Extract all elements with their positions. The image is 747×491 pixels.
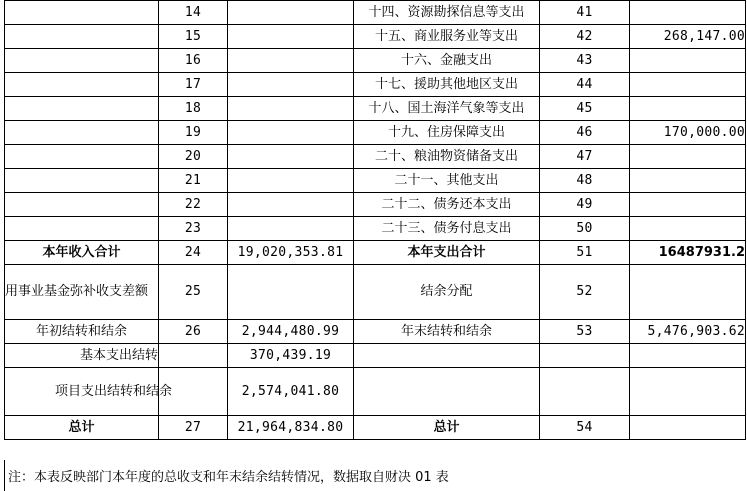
expense-item-label: 十六、金融支出	[354, 49, 540, 73]
line-number: 54	[540, 416, 630, 440]
line-number: 49	[540, 193, 630, 217]
expense-rows	[5, 1, 746, 241]
empty-cell	[228, 97, 354, 121]
line-number: 52	[540, 265, 630, 320]
empty-cell	[5, 169, 159, 193]
grand-total-amount: 21,964,834.80	[228, 416, 354, 440]
project-carry-amount: 2,574,041.80	[228, 368, 354, 416]
line-number: 42	[540, 25, 630, 49]
empty-cell	[228, 25, 354, 49]
empty-cell	[5, 25, 159, 49]
expense-item-label: 二十三、债务付息支出	[354, 217, 540, 241]
empty-cell	[228, 73, 354, 97]
carryover-label: 年初结转和结余	[5, 320, 159, 344]
table-row	[5, 217, 746, 241]
line-number: 46	[540, 121, 630, 145]
table-row-project-carry	[5, 368, 746, 416]
empty-cell	[540, 368, 630, 416]
line-number: 44	[540, 73, 630, 97]
expense-item-amount	[630, 73, 746, 97]
expense-item-label: 二十、粮油物资储备支出	[354, 145, 540, 169]
line-number: 53	[540, 320, 630, 344]
row-number: 23	[159, 217, 228, 241]
empty-cell	[5, 73, 159, 97]
income-total-amount: 19,020,353.81	[228, 241, 354, 265]
table-row	[5, 193, 746, 217]
table-row-fund-offset	[5, 265, 746, 320]
table-row	[5, 169, 746, 193]
income-total-label: 本年收入合计	[5, 241, 159, 265]
table-row	[5, 1, 746, 25]
year-end-carryover-label: 年末结转和结余	[354, 320, 540, 344]
line-number: 50	[540, 217, 630, 241]
empty-cell	[630, 368, 746, 416]
table-row	[5, 97, 746, 121]
row-number: 15	[159, 25, 228, 49]
expense-item-label: 二十一、其他支出	[354, 169, 540, 193]
line-number: 51	[540, 241, 630, 265]
left-border	[4, 460, 5, 491]
empty-cell	[228, 49, 354, 73]
line-number: 48	[540, 169, 630, 193]
empty-cell	[5, 49, 159, 73]
empty-cell	[5, 121, 159, 145]
expense-item-amount	[630, 1, 746, 25]
row-number: 21	[159, 169, 228, 193]
empty-cell	[5, 145, 159, 169]
expense-item-amount	[630, 193, 746, 217]
table-note: 注：本表反映部门本年度的总收支和年末结余结转情况，数据取自财决 01 表	[8, 470, 449, 485]
expense-item-label: 十九、住房保障支出	[354, 121, 540, 145]
empty-cell	[228, 145, 354, 169]
line-number: 45	[540, 97, 630, 121]
empty-cell	[5, 97, 159, 121]
expense-item-amount	[630, 145, 746, 169]
empty-cell	[159, 344, 228, 368]
empty-cell	[354, 344, 540, 368]
row-number: 16	[159, 49, 228, 73]
row-number: 26	[159, 320, 228, 344]
empty-cell	[630, 416, 746, 440]
empty-cell	[228, 193, 354, 217]
expense-item-amount: 268,147.00	[630, 25, 746, 49]
table-row	[5, 145, 746, 169]
empty-cell	[228, 217, 354, 241]
expense-item-amount	[630, 217, 746, 241]
grand-total-expense-label: 总计	[354, 416, 540, 440]
row-number: 17	[159, 73, 228, 97]
empty-cell	[228, 121, 354, 145]
empty-cell	[228, 1, 354, 25]
expense-item-label: 二十二、债务还本支出	[354, 193, 540, 217]
expense-total-amount: 16487931.2	[630, 241, 746, 265]
row-number: 25	[159, 265, 228, 320]
empty-cell	[5, 193, 159, 217]
row-number: 20	[159, 145, 228, 169]
line-number: 43	[540, 49, 630, 73]
empty-cell	[630, 344, 746, 368]
row-number: 14	[159, 1, 228, 25]
expense-item-label: 十七、援助其他地区支出	[354, 73, 540, 97]
table-row-income-total	[5, 241, 746, 265]
carryover-amount: 2,944,480.99	[228, 320, 354, 344]
expense-total-label: 本年支出合计	[354, 241, 540, 265]
expense-item-amount	[630, 49, 746, 73]
fund-offset-label: 用事业基金弥补收支差额	[5, 265, 159, 320]
basic-carry-amount: 370,439.19	[228, 344, 354, 368]
row-number: 18	[159, 97, 228, 121]
table-row	[5, 121, 746, 145]
expense-item-amount: 170,000.00	[630, 121, 746, 145]
expense-item-label: 十四、资源勘探信息等支出	[354, 1, 540, 25]
row-number: 19	[159, 121, 228, 145]
expense-item-label: 十五、商业服务业等支出	[354, 25, 540, 49]
year-end-carryover-amount: 5,476,903.62	[630, 320, 746, 344]
table-row	[5, 73, 746, 97]
table-row	[5, 25, 746, 49]
grand-total-label: 总计	[5, 416, 159, 440]
expense-item-label: 十八、国土海洋气象等支出	[354, 97, 540, 121]
line-number: 41	[540, 1, 630, 25]
table-row	[5, 49, 746, 73]
line-number: 47	[540, 145, 630, 169]
empty-cell	[354, 368, 540, 416]
row-number: 22	[159, 193, 228, 217]
project-carry-label: 项目支出结转和结余	[5, 368, 159, 416]
table-row-carryover	[5, 320, 746, 344]
empty-cell	[5, 1, 159, 25]
table-row-grand-total	[5, 416, 746, 440]
expense-item-amount	[630, 169, 746, 193]
expense-item-amount	[630, 97, 746, 121]
basic-carry-label: 基本支出结转	[5, 344, 159, 368]
table-row-basic-carry	[5, 344, 746, 368]
fund-offset-amount	[228, 265, 354, 320]
row-number: 27	[159, 416, 228, 440]
surplus-distribution-label: 结余分配	[354, 265, 540, 320]
empty-cell	[228, 169, 354, 193]
empty-cell	[540, 344, 630, 368]
budget-table	[4, 0, 746, 440]
row-number: 24	[159, 241, 228, 265]
surplus-distribution-amount	[630, 265, 746, 320]
empty-cell	[5, 217, 159, 241]
